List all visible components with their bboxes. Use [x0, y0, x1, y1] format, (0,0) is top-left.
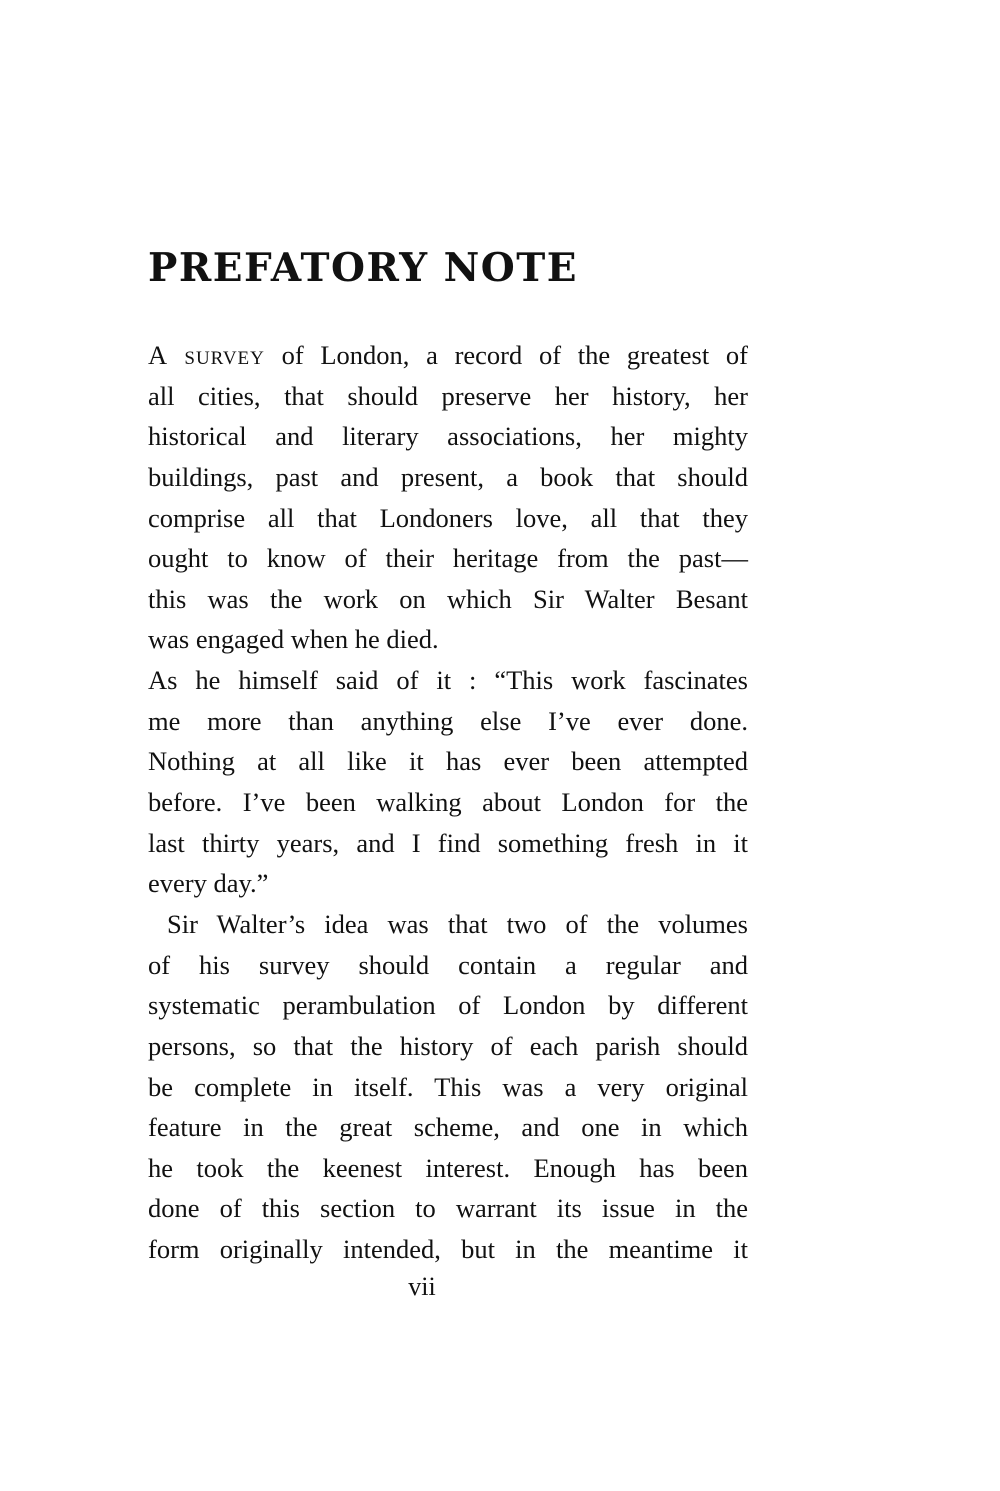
lead-small-caps: A survey: [148, 340, 265, 370]
text-line: he took the keenest interest. Enough has been: [148, 1152, 748, 1183]
text-line: comprise all that Londoners love, all that they: [148, 502, 748, 533]
page-number: vii: [408, 1272, 436, 1301]
text-line: was engaged when he died.: [148, 624, 439, 655]
text-line: me more than anything else I’ve ever done.: [148, 705, 748, 736]
text-line: be complete in itself. This was a very original: [148, 1071, 748, 1102]
page-title: PREFATORY NOTE: [148, 245, 578, 291]
text-line: persons, so that the history of each parish should: [148, 1030, 748, 1061]
text-line: done of this section to warrant its issue in the: [148, 1193, 748, 1224]
text-line: Sir Walter’s idea was that two of the volumes: [167, 908, 748, 939]
text-line: before. I’ve been walking about London for the: [148, 787, 748, 818]
text-line: of his survey should contain a regular and: [148, 949, 748, 980]
text-line: buildings, past and present, a book that should: [148, 461, 748, 492]
text-line: systematic perambulation of London by different: [148, 990, 748, 1021]
text-line: every day.”: [148, 868, 269, 899]
text-line: form originally intended, but in the meantime it: [148, 1234, 748, 1265]
text-line: all cities, that should preserve her history, her: [148, 380, 748, 411]
body-text: [148, 335, 748, 1270]
text-line: this was the work on which Sir Walter Besant: [148, 583, 748, 614]
text-line-rest: of London, a record of the greatest of: [264, 340, 748, 370]
text-line: historical and literary associations, her mighty: [148, 421, 748, 452]
text-line: ought to know of their heritage from the past—: [148, 543, 748, 574]
text-line: As he himself said of it : “This work fascinates: [148, 665, 748, 696]
text-line: Nothing at all like it has ever been attempted: [148, 746, 748, 777]
text-line: [148, 335, 748, 376]
text-line: feature in the great scheme, and one in which: [148, 1112, 748, 1143]
text-line: last thirty years, and I find something fresh in it: [148, 827, 748, 858]
